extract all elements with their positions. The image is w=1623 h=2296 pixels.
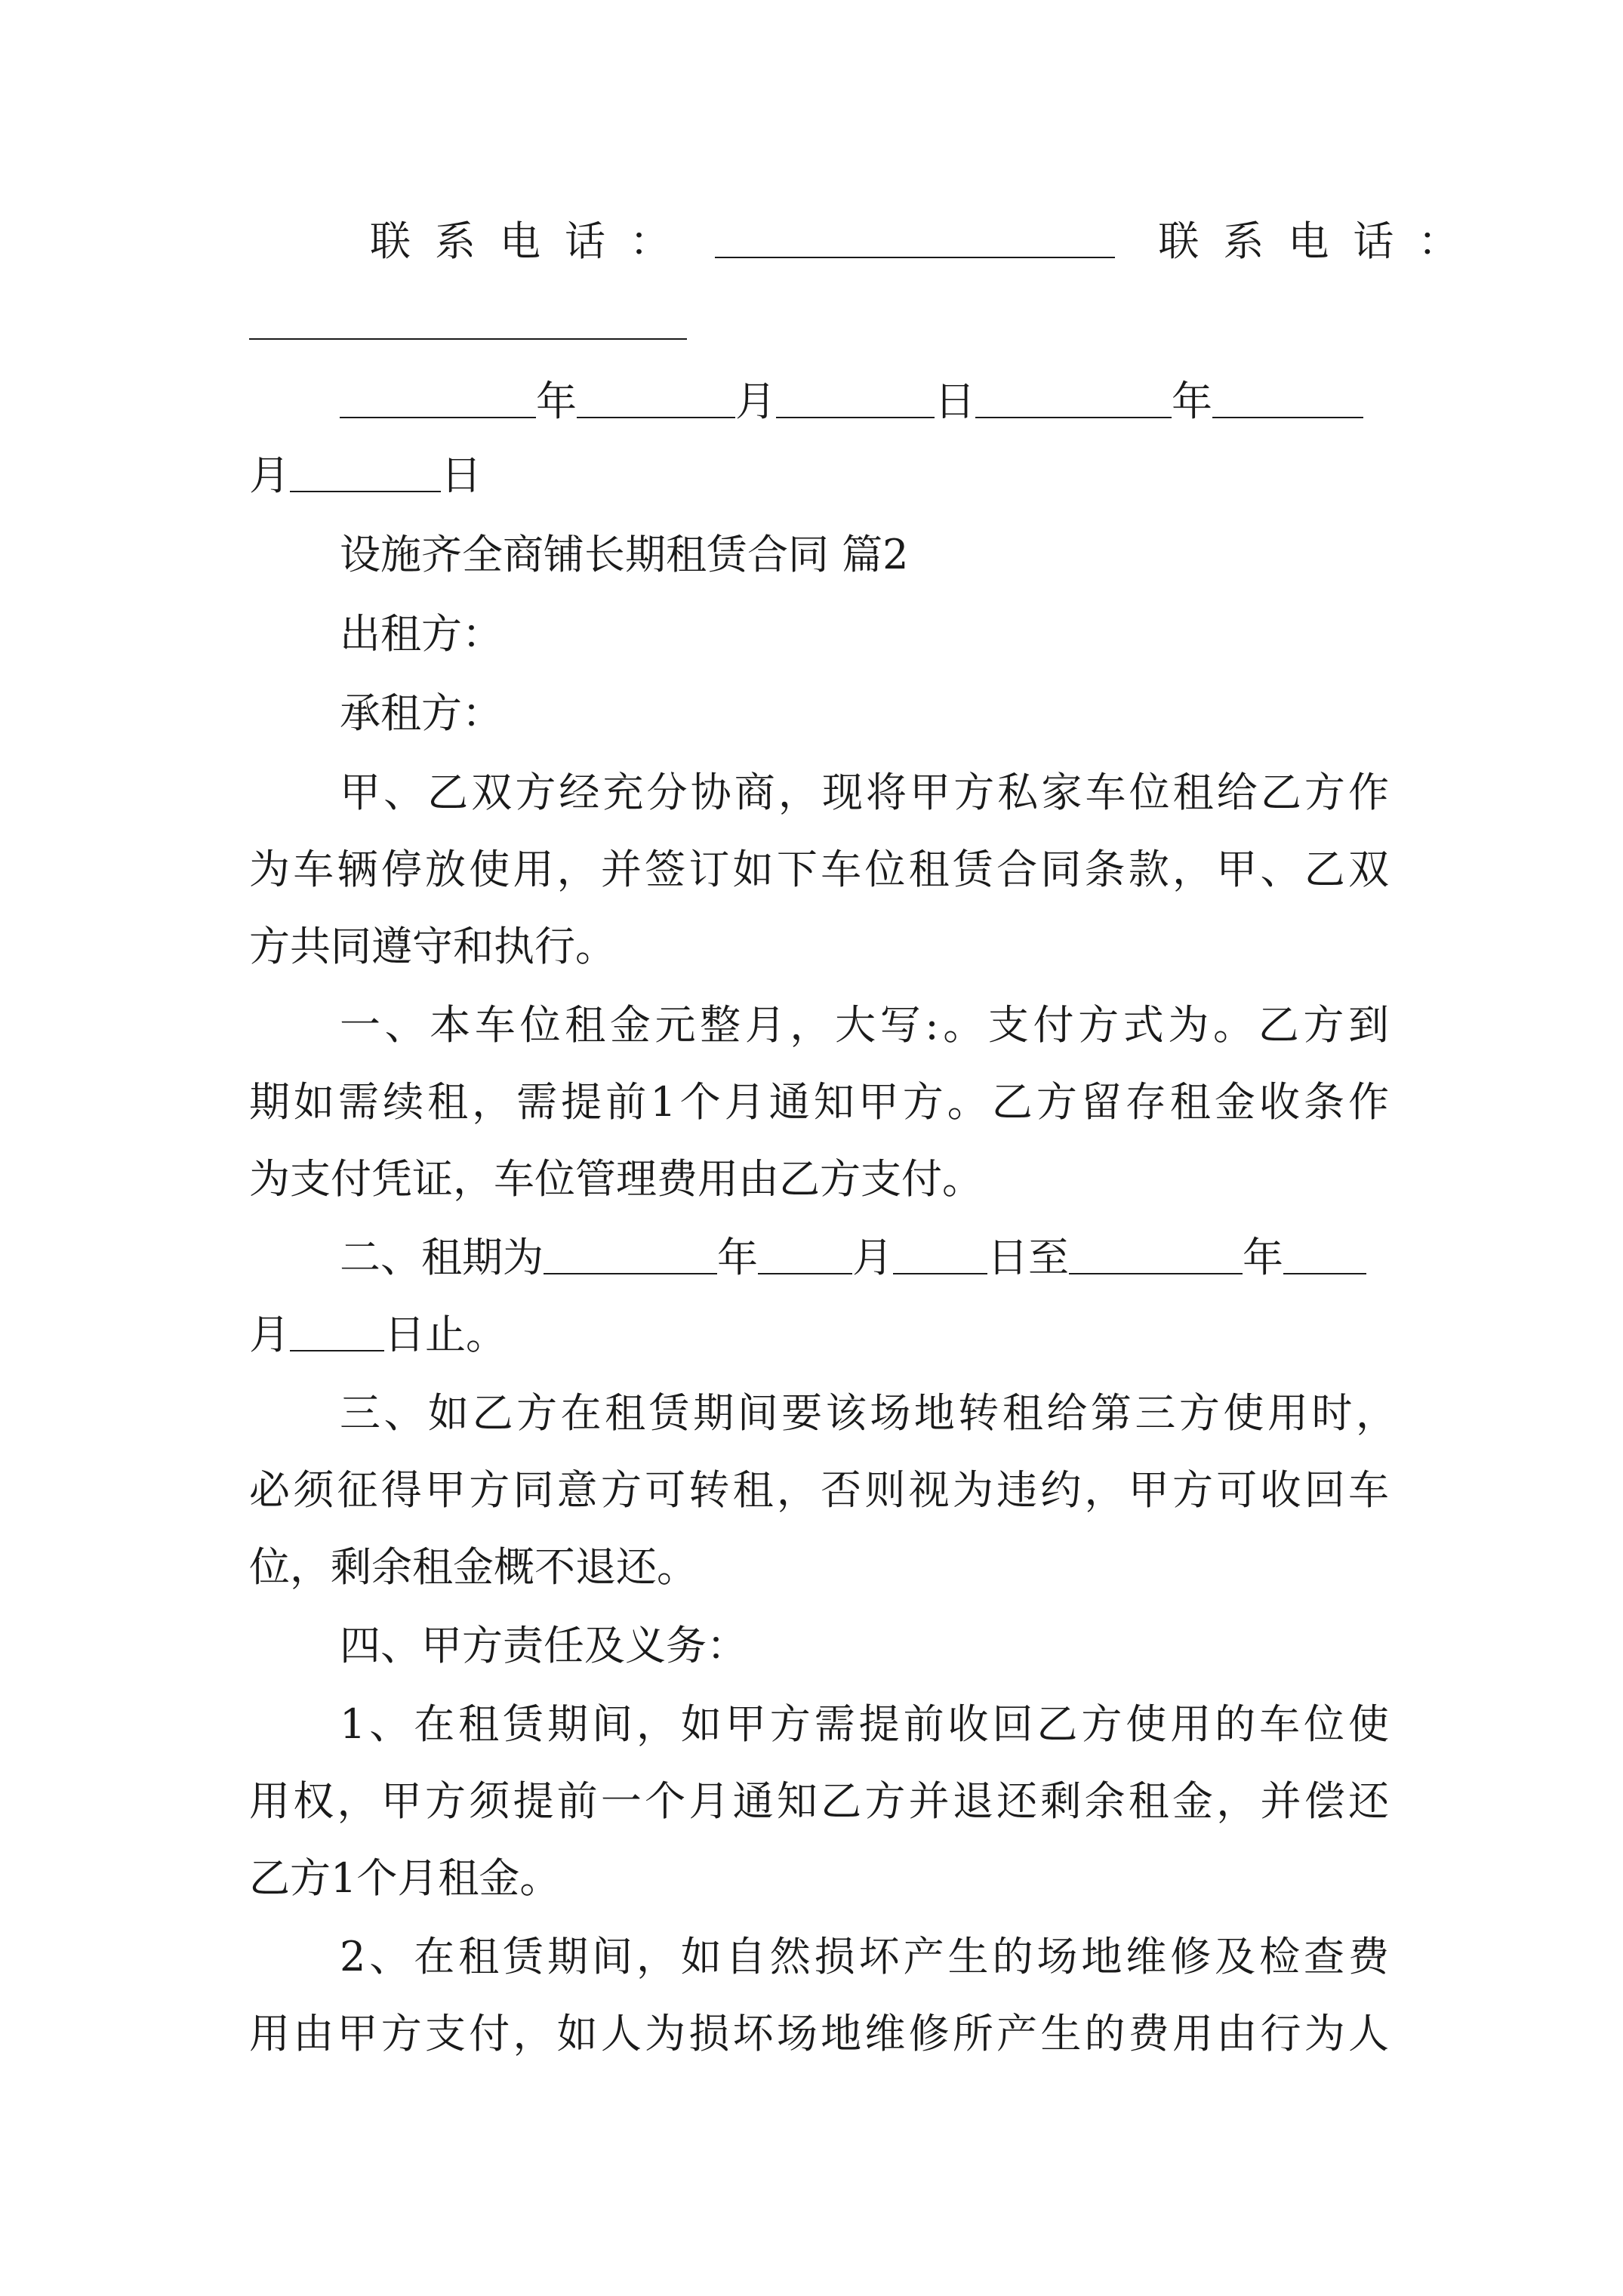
clause2-day-end: 日止。: [384, 1311, 507, 1358]
document-heading: 设施齐全商铺长期租赁合同 篇2: [340, 531, 909, 578]
clause1-line-3: 为支付凭证，车位管理费用由乙方支付。: [249, 1155, 983, 1203]
clause2-month-2: 月: [249, 1311, 290, 1358]
date-month-2: 月: [249, 451, 290, 499]
lessee-label: 承租方：: [340, 689, 503, 737]
date-year-2: 年: [1172, 378, 1212, 425]
clause2-blank-year-2: [1069, 1228, 1243, 1274]
clause2-year-2: 年: [1243, 1234, 1283, 1281]
contact-line: [370, 204, 1483, 279]
clause3-line-2: 必须征得甲方同意方可转租，否则视为违约，甲方可收回车: [249, 1466, 1389, 1514]
clause2-lead: 二、租期为: [340, 1234, 544, 1281]
clause2-line-2: [249, 1297, 1389, 1373]
clause2-day-to: 日至: [987, 1234, 1069, 1281]
item1-line-1: 1、在租赁期间，如甲方需提前收回乙方使用的车位使: [340, 1700, 1389, 1748]
date-line-cont: [249, 438, 1389, 513]
item1-line-3: 乙方1个月租金。: [249, 1854, 561, 1902]
contact-label-right: 联系电话：: [1158, 217, 1483, 265]
clause2-blank-day-2: [290, 1305, 384, 1351]
clause2-blank-day-1: [893, 1228, 987, 1274]
clause1-line-1: 一、本车位租金元整月，大写:。支付方式为。乙方到: [340, 1001, 1389, 1049]
item2-line-2: 用由甲方支付，如人为损坏场地维修所产生的费用由行为人: [249, 2010, 1389, 2057]
date-blank-month-1: [577, 371, 735, 418]
item1-line-2: 用权，甲方须提前一个月通知乙方并退还剩余租金，并偿还: [249, 1777, 1389, 1825]
date-blank-day-2: [290, 445, 441, 492]
clause3-line-3: 位，剩余租金概不退还。: [249, 1543, 698, 1591]
item2-line-1: 2、在租赁期间，如自然损坏产生的场地维修及检查费: [340, 1933, 1389, 1980]
lessor-label: 出租方：: [340, 610, 503, 658]
contact-blank-right: [249, 338, 687, 340]
clause3-line-1: 三、如乙方在租赁期间要该场地转租给第三方使用时，: [340, 1389, 1397, 1437]
date-month-1: 月: [735, 378, 776, 425]
date-line: [340, 364, 1397, 439]
intro-line-3: 方共同遵守和执行。: [249, 923, 616, 970]
clause2-year-1: 年: [717, 1234, 758, 1281]
intro-line-1: 甲、乙双方经充分协商，现将甲方私家车位租给乙方作: [340, 769, 1389, 816]
date-blank-day-1: [776, 371, 935, 418]
clause2-month-1: 月: [852, 1234, 893, 1281]
intro-line-2: 为车辆停放使用，并签订如下车位租赁合同条款，甲、乙双: [249, 846, 1389, 893]
clause2-blank-month-1: [758, 1228, 852, 1274]
clause2-line-1: [340, 1220, 1397, 1296]
clause1-line-2: 期如需续租，需提前1个月通知甲方。乙方留存租金收条作: [249, 1078, 1389, 1126]
date-day-1: 日: [935, 378, 975, 425]
clause2-blank-month-2: [1283, 1228, 1366, 1274]
contact-blank-left: [715, 211, 1115, 258]
date-year-1: 年: [536, 378, 577, 425]
date-blank-year-2: [975, 371, 1172, 418]
clause4-title: 四、甲方责任及义务：: [340, 1622, 747, 1669]
date-blank-month-2: [1212, 371, 1363, 418]
clause2-blank-year-1: [544, 1228, 717, 1274]
date-blank-year-1: [340, 371, 536, 418]
contact-label-left: 联系电话：: [370, 217, 694, 265]
date-day-2: 日: [441, 451, 482, 499]
